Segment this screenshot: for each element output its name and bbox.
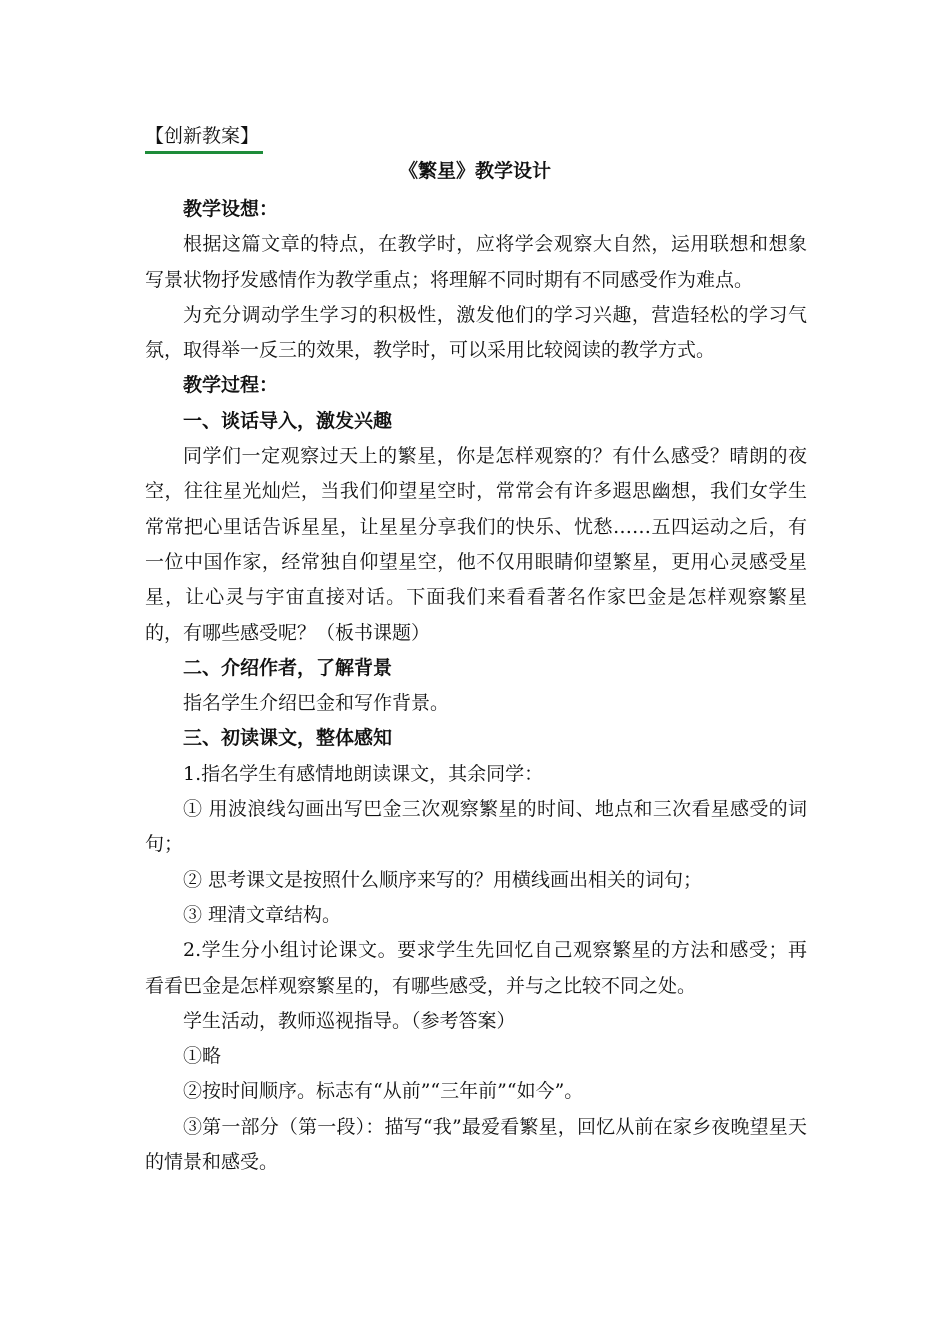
list-item: ③ 理清文章结构。: [183, 903, 342, 926]
paragraph: 2.学生分小组讨论课文。要求学生先回忆自己观察繁星的方法和感受；再看看巴金是怎样观察繁星的，有哪些感受，并与之比较不同之处。: [145, 939, 807, 997]
paragraph: 根据这篇文章的特点，在教学时，应将学会观察大自然，运用联想和想象写景状物抒发感情作为教学重点；将理解不同时期有不同感受作为难点。: [145, 233, 807, 291]
paragraph: 指名学生介绍巴金和写作背景。: [183, 692, 450, 715]
document-body: [145, 192, 807, 1180]
paragraph: 1.指名学生有感情地朗读课文，其余同学：: [183, 762, 544, 785]
heading-teaching-idea: 教学设想：: [183, 198, 279, 220]
section-heading: 三、初读课文，整体感知: [183, 727, 393, 750]
paragraph: 同学们一定观察过天上的繁星，你是怎样观察的？有什么感受？晴朗的夜空，往往星光灿烂，当我们仰望星空时，常常会有许多遐思幽想，我们女学生常常把心里话告诉星星，让星星分享我们的快乐、忧愁……五四运动之后，有一位中国作家，经常独自仰望星空，他不仅用眼睛仰望繁星，更用心灵感受星星，让心灵与宇宙直接对话。下面我们来看看著名作家巴金是怎样观察繁星的，有哪些感受呢？（板书课题）: [145, 445, 807, 644]
answer-item: ①略: [183, 1045, 222, 1068]
section-heading: 一、谈话导入，激发兴趣: [183, 409, 393, 432]
section-tag: 【创新教案】: [145, 121, 263, 154]
paragraph: 为充分调动学生学习的积极性，激发他们的学习兴趣，营造轻松的学习气氛，取得举一反三的效果，教学时，可以采用比较阅读的教学方式。: [145, 303, 807, 362]
answer-item: ③第一部分（第一段）：描写“我”最爱看繁星，回忆从前在家乡夜晚望星天的情景和感受。: [145, 1115, 807, 1174]
paragraph: 学生活动，教师巡视指导。（参考答案）: [183, 1009, 516, 1032]
heading-teaching-process: 教学过程：: [183, 374, 279, 397]
list-item: ① 用波浪线勾画出写巴金三次观察繁星的时间、地点和三次看星感受的词句；: [145, 798, 807, 856]
section-heading: 二、介绍作者，了解背景: [183, 656, 393, 679]
answer-item: ②按时间顺序。标志有“从前”“三年前”“如今”。: [183, 1080, 584, 1103]
list-item: ② 思考课文是按照什么顺序来写的？用横线画出相关的词句；: [183, 868, 703, 891]
page-title: 《繁星》教学设计: [398, 160, 551, 182]
